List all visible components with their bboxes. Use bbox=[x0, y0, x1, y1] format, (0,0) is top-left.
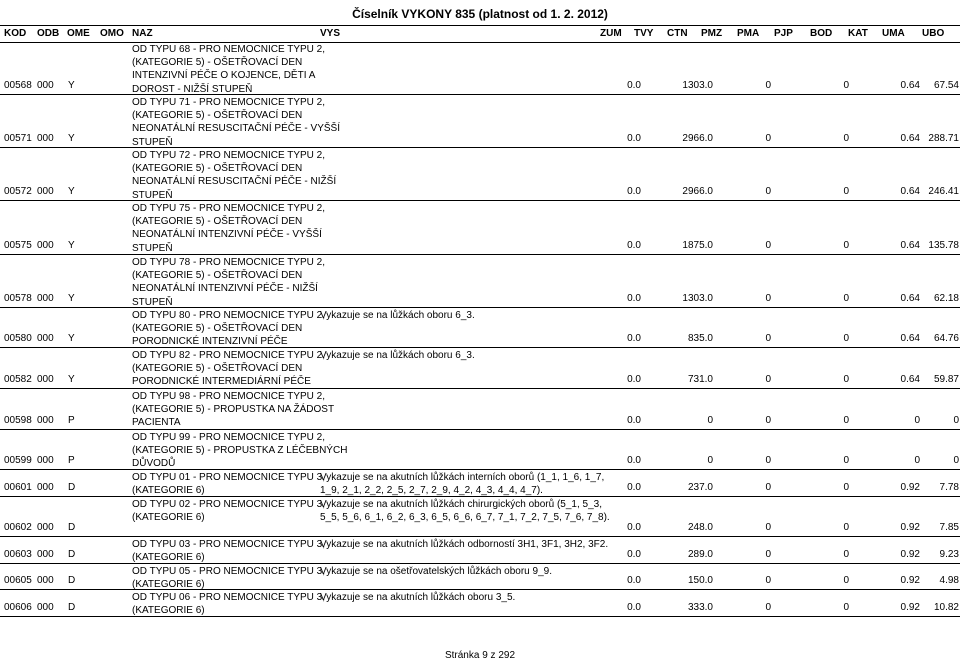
table-row bbox=[0, 308, 960, 348]
cell-kod: 00606 bbox=[4, 601, 32, 613]
cell-omo: Y bbox=[68, 332, 75, 344]
cell-ubo: 62.18 bbox=[933, 292, 959, 304]
cell-vys: Vykazuje se na akutních lůžkách chirurgických oborů (5_1, 5_3, 5_5, 5_6, 6_1, 6_2, 6_3, 6_5, 6_6, 6_7, 7_1, 7_2, 7_5, 7_6, 7_8). bbox=[320, 499, 610, 524]
cell-uma: 0.64 bbox=[900, 79, 920, 91]
cell-pmz: 0.0 bbox=[627, 373, 641, 385]
cell-omo: D bbox=[68, 481, 76, 493]
cell-pma: 237.0 bbox=[687, 481, 713, 493]
cell-omo: Y bbox=[68, 185, 75, 197]
cell-naz: OD TYPU 01 - PRO NEMOCNICE TYPU 3, (KATEGORIE 6) bbox=[132, 472, 326, 497]
cell-bod: 0 bbox=[765, 185, 771, 197]
cell-ubo: 288.71 bbox=[928, 132, 959, 144]
cell-kod: 00582 bbox=[4, 373, 32, 385]
cell-bod: 0 bbox=[765, 414, 771, 426]
cell-ubo: 7.85 bbox=[939, 521, 959, 533]
cell-omo: D bbox=[68, 521, 76, 533]
cell-kat: 0 bbox=[843, 574, 849, 586]
cell-pma: 0 bbox=[707, 414, 713, 426]
cell-kod: 00599 bbox=[4, 454, 32, 466]
cell-naz: OD TYPU 98 - PRO NEMOCNICE TYPU 2, (KATEGORIE 5) - PROPUSTKA NA ŽÁDOST PACIENTA bbox=[132, 391, 335, 429]
cell-uma: 0.64 bbox=[900, 292, 920, 304]
cell-ubo: 67.54 bbox=[933, 79, 959, 91]
cell-bod: 0 bbox=[765, 574, 771, 586]
cell-naz: OD TYPU 02 - PRO NEMOCNICE TYPU 3, (KATEGORIE 6) bbox=[132, 499, 326, 524]
cell-kat: 0 bbox=[843, 481, 849, 493]
cell-odb: 000 bbox=[37, 414, 54, 426]
cell-pma: 1303.0 bbox=[682, 79, 713, 91]
cell-uma: 0.64 bbox=[900, 185, 920, 197]
cell-kat: 0 bbox=[843, 292, 849, 304]
cell-kat: 0 bbox=[843, 132, 849, 144]
cell-naz: OD TYPU 06 - PRO NEMOCNICE TYPU 3, (KATEGORIE 6) bbox=[132, 592, 326, 617]
cell-kod: 00605 bbox=[4, 574, 32, 586]
table-row bbox=[0, 348, 960, 389]
cell-ubo: 135.78 bbox=[928, 239, 959, 251]
cell-pmz: 0.0 bbox=[627, 521, 641, 533]
table-row bbox=[0, 590, 960, 617]
cell-naz: OD TYPU 78 - PRO NEMOCNICE TYPU 2, (KATEGORIE 5) - OŠETŘOVACÍ DEN NEONATÁLNÍ INTENZIVNÍ PÉČE - NIŽŠÍ STUPEŇ bbox=[132, 257, 326, 308]
cell-naz: OD TYPU 80 - PRO NEMOCNICE TYPU 2, (KATEGORIE 5) - OŠETŘOVACÍ DEN PORODNICKÉ INTENZIVNÍ PÉČE bbox=[132, 310, 326, 348]
document-title: Číselník VYKONY 835 (platnost od 1. 2. 2012) bbox=[352, 7, 608, 21]
cell-vys: Vykazuje se na akutních lůžkách interních oborů (1_1, 1_6, 1_7, 1_9, 2_1, 2_2, 2_5, 2_7, 2_9, 4_2, 4_3, 4_4, 4_7). bbox=[320, 472, 605, 497]
table-header bbox=[0, 25, 960, 43]
table-row bbox=[0, 497, 960, 537]
cell-bod: 0 bbox=[765, 373, 771, 385]
cell-kat: 0 bbox=[843, 601, 849, 613]
cell-kod: 00578 bbox=[4, 292, 32, 304]
cell-uma: 0.64 bbox=[900, 332, 920, 344]
cell-omo: P bbox=[68, 454, 75, 466]
cell-ubo: 64.76 bbox=[933, 332, 959, 344]
cell-bod: 0 bbox=[765, 548, 771, 560]
cell-naz: OD TYPU 03 - PRO NEMOCNICE TYPU 3, (KATEGORIE 6) bbox=[132, 539, 326, 564]
cell-naz: OD TYPU 05 - PRO NEMOCNICE TYPU 3, (KATEGORIE 6) bbox=[132, 566, 326, 591]
cell-ubo: 0 bbox=[953, 454, 959, 466]
header-naz: NAZ bbox=[132, 28, 153, 39]
cell-pmz: 0.0 bbox=[627, 332, 641, 344]
header-omo: OMO bbox=[100, 28, 124, 39]
cell-odb: 000 bbox=[37, 292, 54, 304]
cell-pmz: 0.0 bbox=[627, 239, 641, 251]
cell-pma: 731.0 bbox=[687, 373, 713, 385]
cell-ubo: 7.78 bbox=[939, 481, 959, 493]
cell-pma: 248.0 bbox=[687, 521, 713, 533]
cell-bod: 0 bbox=[765, 481, 771, 493]
header-kod: KOD bbox=[4, 28, 27, 39]
cell-odb: 000 bbox=[37, 601, 54, 613]
cell-kat: 0 bbox=[843, 548, 849, 560]
cell-bod: 0 bbox=[765, 601, 771, 613]
cell-uma: 0.64 bbox=[900, 239, 920, 251]
cell-naz: OD TYPU 99 - PRO NEMOCNICE TYPU 2, (KATEGORIE 5) - PROPUSTKA Z LÉČEBNÝCH DŮVODŮ bbox=[132, 432, 348, 470]
cell-vys: Vykazuje se na akutních lůžkách odborností 3H1, 3F1, 3H2, 3F2. bbox=[320, 539, 609, 550]
table-row bbox=[0, 430, 960, 470]
cell-kod: 00575 bbox=[4, 239, 32, 251]
cell-pma: 1303.0 bbox=[682, 292, 713, 304]
cell-kat: 0 bbox=[843, 185, 849, 197]
table-row bbox=[0, 148, 960, 201]
cell-omo: Y bbox=[68, 292, 75, 304]
header-ctn: CTN bbox=[667, 28, 688, 39]
cell-naz: OD TYPU 75 - PRO NEMOCNICE TYPU 2, (KATEGORIE 5) - OŠETŘOVACÍ DEN NEONATÁLNÍ INTENZIVNÍ PÉČE - VYŠŠÍ STUPEŇ bbox=[132, 203, 326, 254]
cell-omo: Y bbox=[68, 239, 75, 251]
cell-bod: 0 bbox=[765, 292, 771, 304]
cell-uma: 0.92 bbox=[900, 481, 920, 493]
cell-odb: 000 bbox=[37, 521, 54, 533]
cell-omo: Y bbox=[68, 79, 75, 91]
cell-bod: 0 bbox=[765, 454, 771, 466]
cell-naz: OD TYPU 71 - PRO NEMOCNICE TYPU 2, (KATEGORIE 5) - OŠETŘOVACÍ DEN NEONATÁLNÍ RESUSCITAČNÍ PÉČE - VYŠŠÍ STUPEŇ bbox=[132, 97, 341, 148]
table-row bbox=[0, 255, 960, 308]
cell-uma: 0.92 bbox=[900, 601, 920, 613]
cell-pmz: 0.0 bbox=[627, 454, 641, 466]
cell-pmz: 0.0 bbox=[627, 185, 641, 197]
header-uma: UMA bbox=[882, 28, 905, 39]
cell-pmz: 0.0 bbox=[627, 548, 641, 560]
cell-odb: 000 bbox=[37, 373, 54, 385]
cell-vys: Vykazuje se na akutních lůžkách oboru 3_5. bbox=[320, 592, 516, 603]
cell-omo: D bbox=[68, 548, 76, 560]
cell-pmz: 0.0 bbox=[627, 414, 641, 426]
cell-kat: 0 bbox=[843, 239, 849, 251]
cell-naz: OD TYPU 68 - PRO NEMOCNICE TYPU 2, (KATEGORIE 5) - OŠETŘOVACÍ DEN INTENZIVNÍ PÉČE O KOJENCE, DĚTI A DOROST - NIŽŠÍ STUPEŇ bbox=[132, 44, 326, 95]
table-row bbox=[0, 470, 960, 497]
cell-kod: 00568 bbox=[4, 79, 32, 91]
table-row bbox=[0, 537, 960, 564]
cell-kod: 00602 bbox=[4, 521, 32, 533]
cell-kod: 00601 bbox=[4, 481, 32, 493]
cell-pmz: 0.0 bbox=[627, 574, 641, 586]
table-row bbox=[0, 201, 960, 255]
cell-bod: 0 bbox=[765, 79, 771, 91]
cell-omo: P bbox=[68, 414, 75, 426]
cell-naz: OD TYPU 72 - PRO NEMOCNICE TYPU 2, (KATEGORIE 5) - OŠETŘOVACÍ DEN NEONATÁLNÍ RESUSCITAČNÍ PÉČE - NIŽŠÍ STUPEŇ bbox=[132, 150, 337, 201]
cell-kat: 0 bbox=[843, 521, 849, 533]
cell-kat: 0 bbox=[843, 414, 849, 426]
cell-pmz: 0.0 bbox=[627, 601, 641, 613]
table-row bbox=[0, 564, 960, 590]
cell-odb: 000 bbox=[37, 79, 54, 91]
cell-odb: 000 bbox=[37, 454, 54, 466]
cell-pma: 2966.0 bbox=[682, 185, 713, 197]
cell-kod: 00598 bbox=[4, 414, 32, 426]
cell-kod: 00571 bbox=[4, 132, 32, 144]
cell-uma: 0.64 bbox=[900, 132, 920, 144]
cell-ubo: 9.23 bbox=[939, 548, 959, 560]
cell-kat: 0 bbox=[843, 79, 849, 91]
cell-kod: 00603 bbox=[4, 548, 32, 560]
cell-bod: 0 bbox=[765, 332, 771, 344]
cell-uma: 0.92 bbox=[900, 548, 920, 560]
cell-pma: 0 bbox=[707, 454, 713, 466]
table-row bbox=[0, 42, 960, 95]
cell-uma: 0.64 bbox=[900, 373, 920, 385]
cell-uma: 0 bbox=[914, 414, 920, 426]
header-ome: OME bbox=[67, 28, 90, 39]
cell-kat: 0 bbox=[843, 373, 849, 385]
cell-pma: 289.0 bbox=[687, 548, 713, 560]
cell-ubo: 0 bbox=[953, 414, 959, 426]
header-kat: KAT bbox=[848, 28, 868, 39]
header-zum: ZUM bbox=[600, 28, 622, 39]
cell-vys: Vykazuje se na lůžkách oboru 6_3. bbox=[320, 310, 475, 321]
cell-odb: 000 bbox=[37, 332, 54, 344]
cell-bod: 0 bbox=[765, 239, 771, 251]
cell-pmz: 0.0 bbox=[627, 292, 641, 304]
cell-omo: Y bbox=[68, 132, 75, 144]
cell-odb: 000 bbox=[37, 481, 54, 493]
cell-ubo: 10.82 bbox=[933, 601, 959, 613]
cell-odb: 000 bbox=[37, 132, 54, 144]
cell-ubo: 4.98 bbox=[939, 574, 959, 586]
cell-odb: 000 bbox=[37, 574, 54, 586]
header-bod: BOD bbox=[810, 28, 833, 39]
cell-bod: 0 bbox=[765, 132, 771, 144]
table-row bbox=[0, 95, 960, 148]
header-ubo: UBO bbox=[922, 28, 945, 39]
cell-pmz: 0.0 bbox=[627, 481, 641, 493]
cell-ubo: 246.41 bbox=[928, 185, 959, 197]
cell-naz: OD TYPU 82 - PRO NEMOCNICE TYPU 2, (KATEGORIE 5) - OŠETŘOVACÍ DEN PORODNICKÉ INTERMEDIÁRNÍ PÉČE bbox=[132, 350, 326, 388]
cell-vys: Vykazuje se na ošetřovatelských lůžkách oboru 9_9. bbox=[320, 566, 552, 577]
cell-uma: 0.92 bbox=[900, 521, 920, 533]
cell-omo: D bbox=[68, 601, 76, 613]
header-pmz: PMZ bbox=[701, 28, 723, 39]
cell-pma: 2966.0 bbox=[682, 132, 713, 144]
cell-pma: 1875.0 bbox=[682, 239, 713, 251]
cell-omo: D bbox=[68, 574, 76, 586]
cell-kod: 00580 bbox=[4, 332, 32, 344]
header-vys: VYS bbox=[320, 28, 341, 39]
cell-ubo: 59.87 bbox=[933, 373, 959, 385]
cell-uma: 0 bbox=[914, 454, 920, 466]
cell-uma: 0.92 bbox=[900, 574, 920, 586]
header-tvy: TVY bbox=[634, 28, 654, 39]
cell-omo: Y bbox=[68, 373, 75, 385]
cell-pmz: 0.0 bbox=[627, 79, 641, 91]
cell-pma: 333.0 bbox=[687, 601, 713, 613]
header-odb: ODB bbox=[37, 28, 60, 39]
cell-vys: Vykazuje se na lůžkách oboru 6_3. bbox=[320, 350, 475, 361]
cell-kod: 00572 bbox=[4, 185, 32, 197]
table-row bbox=[0, 389, 960, 430]
cell-pma: 835.0 bbox=[687, 332, 713, 344]
cell-odb: 000 bbox=[37, 239, 54, 251]
cell-odb: 000 bbox=[37, 548, 54, 560]
page-footer: Stránka 9 z 292 bbox=[444, 650, 516, 661]
header-pjp: PJP bbox=[774, 28, 793, 39]
cell-odb: 000 bbox=[37, 185, 54, 197]
cell-pma: 150.0 bbox=[687, 574, 713, 586]
cell-kat: 0 bbox=[843, 332, 849, 344]
cell-kat: 0 bbox=[843, 454, 849, 466]
header-pma: PMA bbox=[737, 28, 760, 39]
cell-pmz: 0.0 bbox=[627, 132, 641, 144]
cell-bod: 0 bbox=[765, 521, 771, 533]
